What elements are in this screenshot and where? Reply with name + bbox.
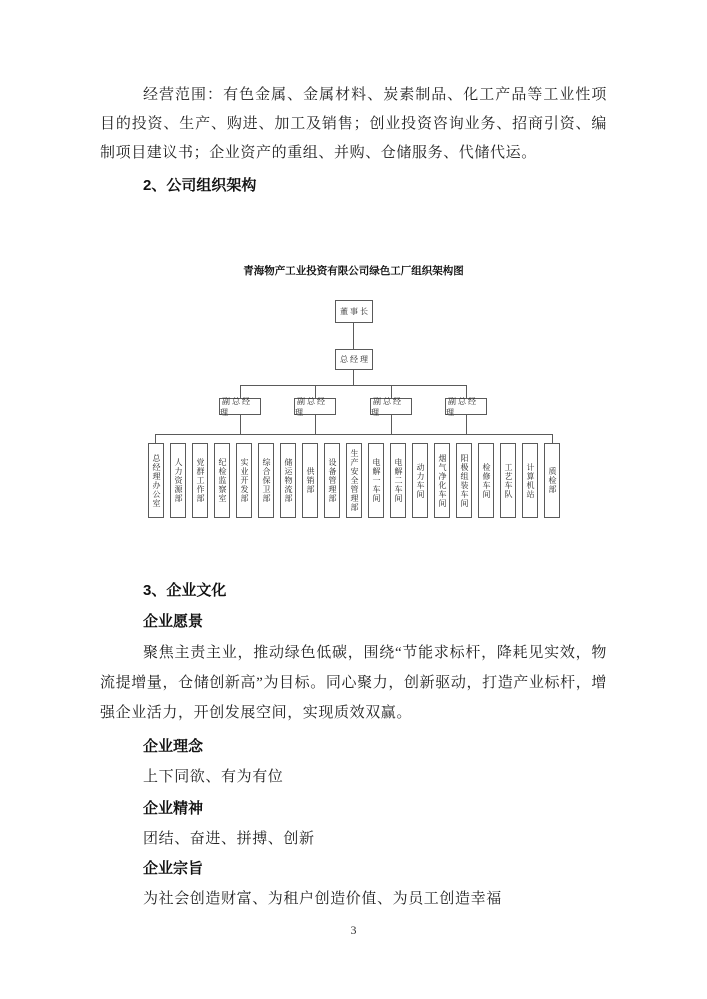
org-box-department: 计算机站 (522, 443, 538, 518)
org-box-department: 工艺车队 (500, 443, 516, 518)
org-box-department: 动力车间 (412, 443, 428, 518)
org-box-department: 检修车间 (478, 443, 494, 518)
org-box-department: 阳极组装车间 (456, 443, 472, 518)
org-box-department: 设备管理部 (324, 443, 340, 518)
org-box-department: 总经理办公室 (148, 443, 164, 518)
vision-paragraph: 聚焦主责主业，推动绿色低碳，围绕“节能求标杆，降耗见实效，物流提增量，仓储创新高”为目标。同心聚力，创新驱动，打造产业标杆，增强企业活力，开创发展空间，实现质效双赢。 (100, 645, 607, 721)
org-box-department: 电解二车间 (390, 443, 406, 518)
org-chart-title: 青海物产工业投资有限公司绿色工厂组织架构图 (243, 265, 464, 277)
org-connector (466, 415, 467, 434)
org-box-department: 实业开发部 (236, 443, 252, 518)
org-box-department: 储运物流部 (280, 443, 296, 518)
org-box-department: 烟气净化车间 (434, 443, 450, 518)
org-box-department: 质检部 (544, 443, 560, 518)
section-heading-3: 3、企业文化 (143, 582, 227, 599)
philosophy-heading: 企业理念 (143, 738, 204, 755)
org-box-general-manager: 总经理 (335, 349, 373, 370)
org-connector (240, 415, 241, 434)
org-connector (391, 415, 392, 434)
org-connector (552, 434, 553, 443)
section-heading-2: 2、公司组织架构 (143, 177, 257, 194)
org-connector (315, 415, 316, 434)
org-connector (353, 323, 354, 349)
org-box-chairman: 董事长 (335, 300, 373, 323)
org-connector (155, 434, 156, 443)
spirit-text: 团结、奋进、拼搏、创新 (143, 831, 315, 847)
org-box-department: 电解一车间 (368, 443, 384, 518)
org-connector (155, 434, 553, 435)
page-number: 3 (350, 923, 357, 937)
tenet-heading: 企业宗旨 (143, 860, 204, 877)
org-box-department: 党群工作部 (192, 443, 208, 518)
org-chart (0, 260, 707, 522)
org-box-department: 纪检监察室 (214, 443, 230, 518)
org-box-department: 人力资源部 (170, 443, 186, 518)
org-box-deputy: 副总经理 (219, 398, 261, 415)
org-box-deputy: 副总经理 (370, 398, 412, 415)
org-connector (353, 370, 354, 385)
org-box-department: 生产安全管理部 (346, 443, 362, 518)
tenet-text: 为社会创造财富、为租户创造价值、为员工创造幸福 (143, 891, 502, 907)
business-scope-paragraph: 经营范围：有色金属、金属材料、炭素制品、化工产品等工业性项目的投资、生产、购进、加工及销售；创业投资咨询业务、招商引资、编制项目建议书；企业资产的重组、并购、仓储服务、代储代运。 (100, 87, 607, 161)
org-box-department: 供销部 (302, 443, 318, 518)
org-box-department: 综合保卫部 (258, 443, 274, 518)
org-box-deputy: 副总经理 (445, 398, 487, 415)
vision-heading: 企业愿景 (143, 613, 204, 630)
philosophy-text: 上下同欲、有为有位 (143, 769, 284, 785)
org-connector (240, 385, 467, 386)
org-box-deputy: 副总经理 (294, 398, 336, 415)
spirit-heading: 企业精神 (143, 800, 204, 817)
